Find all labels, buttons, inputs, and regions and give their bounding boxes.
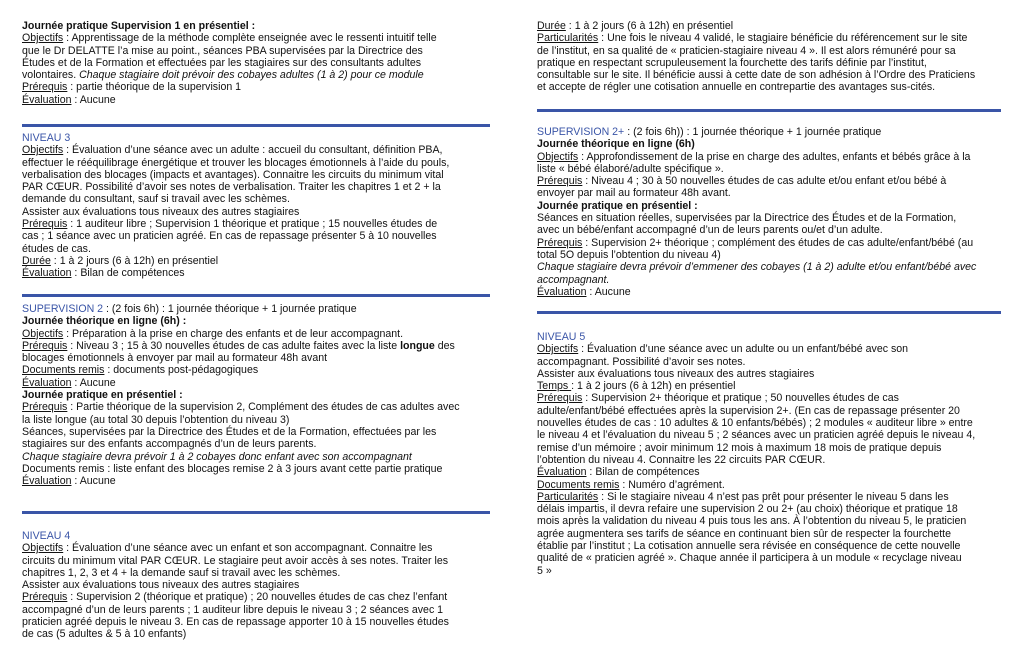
- section-divider: [537, 109, 1001, 112]
- prerequis-text: blocages émotionnels à envoyer par mail au formateur 48h avant: [22, 352, 328, 365]
- prerequis-text: : Partie théorique de la supervision 2, Complément des études de cas adultes avec: [67, 401, 460, 414]
- evaluation-text: : Aucune: [71, 93, 116, 106]
- evaluation-text: : Bilan de compétences: [586, 466, 700, 479]
- subsection-title: Journée pratique en présentiel :: [537, 199, 698, 212]
- documents-label: Documents remis: [537, 478, 620, 491]
- italic-note: Chaque stagiaire devra prévoir d’emmener des cobayes (1 à 2) adulte et/ou enfant/bébé avec: [537, 261, 977, 274]
- duree-label: Durée: [22, 254, 51, 267]
- prerequis-label: Prérequis: [537, 175, 583, 188]
- prerequis-label: Prérequis: [22, 401, 68, 414]
- objectifs-label: Objectifs: [22, 327, 64, 340]
- particularites-text: agrée augmentera ses tarifs de séance en continuant bien sûr de respecter la fourchette: [537, 527, 951, 540]
- prerequis-text: : Supervision 2 (théorique et pratique) ; 20 nouvelles études de cas chez l’enfant: [67, 591, 448, 604]
- prerequis-text: l’obtention du niveau 4. Connaitre les 22 circuits PAR CŒUR.: [537, 453, 826, 466]
- prerequis-text: : 1 auditeur libre ; Supervision 1 théorique et pratique ; 15 nouvelles études de: [67, 218, 438, 231]
- italic-note: Chaque stagiaire doit prévoir des cobayes adultes (1 à 2) pour ce module: [79, 69, 424, 82]
- particularites-label: Particularités: [537, 32, 599, 45]
- particularites-text: établie par l’institut ; La cotisation annuelle sera révisée en conséquence de cette nouvelle: [537, 540, 961, 553]
- subsection-title: Journée théorique en ligne (6h) :: [22, 315, 187, 328]
- particularites-text: : Une fois le niveau 4 validé, le stagiaire bénéficie du référencement sur le site: [598, 32, 968, 45]
- prerequis-text: la liste longue (au total 30 depuis l’obtention du niveau 3): [22, 413, 290, 426]
- subsection-title: Journée pratique en présentiel :: [22, 389, 183, 402]
- objectifs-text: circuits du minimum vital PAR CŒUR. Le stagiaire peut avoir accès à ses notes. Traiter les: [22, 554, 449, 567]
- objectifs-text: PAR CŒUR. Possibilité d’avoir ses notes de verbalisation. Traiter les chapitres 1 et 2 + la: [22, 181, 441, 194]
- particularites-text: et accepte de régler une cotisation annuelle en contrepartie des avantages sus-cités.: [537, 81, 936, 94]
- prerequis-text: des: [434, 339, 455, 352]
- prerequis-text: : Niveau 4 ; 30 à 50 nouvelles études de cas adulte et/ou enfant et/ou bébé à: [582, 175, 947, 188]
- prerequis-text: remise d’un mémoire ; avoir minimum 12 mois à maximum 18 mois de pratique depuis: [537, 441, 942, 454]
- evaluation-text: : Aucune: [71, 475, 116, 488]
- objectifs-text: : Approfondissement de la prise en charge des adultes, enfants et bébés grâce à la: [578, 150, 971, 163]
- section-title: SUPERVISION 2: [22, 303, 104, 315]
- documents-label: Documents remis: [22, 364, 105, 377]
- particularites-label: Particularités: [537, 490, 599, 503]
- objectifs-text: : Évaluation d’une séance avec un enfant et son accompagnant. Connaitre les: [63, 542, 433, 555]
- prerequis-text: adulte/enfant/bébé effectuées après la supervision 2+. (En cas de repassage présenter 20: [537, 404, 960, 417]
- section-title-rest: : (2 fois 6h)) : 1 journée théorique + 1 journée pratique: [624, 126, 882, 138]
- section-divider: [22, 511, 490, 514]
- duree-label: Durée: [537, 20, 566, 32]
- evaluation-label: Évaluation: [22, 93, 72, 106]
- section-journee-pratique-s1: [22, 20, 490, 106]
- seances-text: Séances en situation réelles, supervisées par la Directrice des Études et de la Formation,: [537, 212, 957, 225]
- prerequis-text: accompagné d’un de leurs parents ; 1 auditeur libre depuis le niveau 3 ; 2 séances avec 1: [22, 603, 444, 616]
- prerequis-label: Prérequis: [537, 392, 583, 405]
- prerequis-text: praticien agréé depuis le niveau 3. En cas de repassage apporter 10 à 15 nouvelles études: [22, 616, 449, 629]
- section-supervision-2-plus: [537, 126, 1001, 298]
- objectifs-label: Objectifs: [22, 144, 64, 157]
- section-niveau-3: [22, 132, 490, 280]
- objectifs-text: accompagnant. Possibilité d’avoir ses notes.: [537, 355, 746, 368]
- objectifs-label: Objectifs: [537, 150, 579, 163]
- prerequis-text: études de cas.: [22, 242, 91, 255]
- prerequis-text: : Supervision 2+ théorique et pratique ; 50 nouvelles études de cas: [582, 392, 899, 405]
- prerequis-text: Séances, supervisées par la Directrice des Études et de la Formation, effectuées par les: [22, 425, 437, 438]
- particularites-text: qualité de « praticien agréé ». Chaque année il participera à un module « recyclage niveau: [537, 552, 962, 565]
- particularites-text: de l’institut, en sa qualité de « praticien-stagiaire niveau 4 ». Il est alors rémunéré pour sa: [537, 44, 956, 57]
- objectifs-text: que le Dr DELATTE l’a mise au point., séances PBA supervisées par la Directrice des: [22, 44, 423, 57]
- prerequis-label: Prérequis: [22, 591, 68, 604]
- objectifs-text: : Préparation à la prise en charge des enfants et de leur accompagnant.: [63, 327, 404, 340]
- objectifs-text: Études et de la Formation et effectuées par les stagiaires sur des consultants adultes: [22, 56, 422, 69]
- objectifs-text: : Évaluation d’une séance avec un adulte ou un enfant/bébé avec son: [578, 343, 909, 356]
- particularites-text: : Si le stagiaire niveau 4 n’est pas prêt pour présenter le niveau 5 dans les: [598, 490, 949, 503]
- section-divider: [22, 124, 490, 127]
- objectifs-text: : Apprentissage de la méthode complète enseignée avec le ressenti intuitif telle: [63, 32, 437, 45]
- prerequis-text: envoyer par mail au formateur 48h avant.: [537, 187, 731, 200]
- section-title: NIVEAU 5: [537, 331, 586, 343]
- evaluation-label: Évaluation: [22, 475, 72, 488]
- prerequis-text: nouvelles études de cas : 10 adultes & 10 enfants/bébés) ; 2 modules « auditeur libre » entre: [537, 417, 973, 430]
- objectifs-label: Objectifs: [537, 343, 579, 356]
- evaluation-text: : Bilan de compétences: [71, 267, 185, 280]
- temps-label: Temps: [537, 380, 572, 393]
- section-niveau-5: [537, 331, 1001, 577]
- objectifs-text: chapitres 1, 2, 3 et 4 + la demande sauf si travail avec les schèmes.: [22, 566, 341, 579]
- prerequis-label: Prérequis: [22, 81, 68, 94]
- evaluation-text: : Aucune: [586, 285, 631, 298]
- section-divider: [537, 311, 1001, 314]
- particularites-text: pratique en respectant scrupuleusement la fourchette des tarifs définie par l’institut,: [537, 56, 927, 69]
- section-title: Journée pratique Supervision 1 en présentiel :: [22, 20, 256, 32]
- prerequis-text: cas ; 1 séance avec un praticien agréé. En cas de repassage présenter 5 à 10 nouvelles: [22, 230, 437, 243]
- objectifs-text: Assister aux évaluations tous niveaux des autres stagiaires: [22, 205, 300, 218]
- objectifs-text: effectuer le rééquilibrage énergétique et trouver les blocages émotionnels à l’aide du pouls,: [22, 156, 450, 169]
- objectifs-label: Objectifs: [22, 32, 64, 45]
- documents-text: : documents post-pédagogiques: [104, 364, 259, 377]
- section-title: SUPERVISION 2+: [537, 126, 625, 138]
- documents-text: Documents remis : liste enfant des blocages remise 2 à 3 jours avant cette partie pratique: [22, 462, 443, 475]
- prerequis-text: le niveau 4 et l’évaluation du niveau 5 ; 2 séances avec un praticien agréé depuis le niveau 4,: [537, 429, 976, 442]
- prerequis-bold-word: longue: [400, 339, 435, 352]
- section-title: NIVEAU 3: [22, 132, 71, 144]
- section-niveau-4-suite: [537, 20, 1001, 94]
- section-divider: [22, 294, 490, 297]
- duree-text: : 1 à 2 jours (6 à 12h) en présentiel: [50, 254, 219, 267]
- objectifs-text: volontaires.: [22, 69, 80, 82]
- objectifs-text: Assister aux évaluations tous niveaux des autres stagiaires: [537, 367, 815, 380]
- temps-text: : 1 à 2 jours (6 à 12h) en présentiel: [571, 380, 736, 393]
- prerequis-text: stagiaires sur des enfants accompagnés d’un de leurs parents.: [22, 438, 317, 451]
- section-title-rest: : (2 fois 6h) : 1 journée théorique + 1 journée pratique: [103, 303, 357, 315]
- prerequis-label: Prérequis: [22, 339, 68, 352]
- documents-text: : Numéro d’agrément.: [619, 478, 725, 491]
- objectifs-text: Assister aux évaluations tous niveaux des autres stagiaires: [22, 579, 300, 592]
- objectifs-text: verbalisation des blocages (impacts et avantages). Connaitre les circuits du minimum vital: [22, 168, 444, 181]
- prerequis-text: total 5O depuis l’obtention du niveau 4): [537, 248, 721, 261]
- particularites-text: délais impartis, il devra refaire une supervision 2 ou 2+ (au choix) théorique et pratique 18: [537, 503, 958, 516]
- prerequis-label: Prérequis: [537, 236, 583, 249]
- objectifs-label: Objectifs: [22, 542, 64, 555]
- evaluation-label: Évaluation: [537, 285, 587, 298]
- prerequis-text: de cas (5 adultes & 5 à 10 enfants): [22, 628, 187, 641]
- duree-text: : 1 à 2 jours (6 à 12h) en présentiel: [565, 20, 734, 32]
- subsection-title: Journée théorique en ligne (6h): [537, 138, 695, 151]
- seances-text: avec un bébé/enfant accompagné d’un de leurs parents ou/et d’un adulte.: [537, 224, 883, 237]
- evaluation-label: Évaluation: [22, 376, 72, 389]
- evaluation-text: : Aucune: [71, 376, 116, 389]
- prerequis-text: : partie théorique de la supervision 1: [67, 81, 242, 94]
- particularites-text: mois après la validation du niveau 4 puis tous les ans. À l’obtention du niveau 5, le praticien: [537, 515, 967, 528]
- objectifs-text: demande du consultant, sauf si travail avec les schèmes.: [22, 193, 290, 206]
- section-niveau-4: [22, 530, 490, 641]
- section-supervision-2: [22, 303, 490, 487]
- italic-note: accompagnant.: [537, 273, 610, 286]
- section-title: NIVEAU 4: [22, 530, 71, 542]
- objectifs-text: liste « bébé élaboré/adulte spécifique ».: [537, 162, 724, 175]
- prerequis-text: : Niveau 3 ; 15 à 30 nouvelles études de cas adulte faites avec la liste: [67, 339, 401, 352]
- prerequis-label: Prérequis: [22, 218, 68, 231]
- italic-note: Chaque stagiaire devra prévoir 1 à 2 cobayes donc enfant avec son accompagnant: [22, 450, 412, 463]
- objectifs-text: : Évaluation d’une séance avec un adulte : accueil du consultant, définition PBA,: [63, 144, 443, 157]
- evaluation-label: Évaluation: [537, 466, 587, 479]
- particularites-text: 5 »: [537, 564, 552, 577]
- prerequis-text: : Supervision 2+ théorique ; complément des études de cas adulte/enfant/bébé (au: [582, 236, 974, 249]
- evaluation-label: Évaluation: [22, 267, 72, 280]
- particularites-text: consultable sur le site. Il bénéficie aussi à cette date de son adhésion à l’Ordre des Praticiens: [537, 69, 976, 82]
